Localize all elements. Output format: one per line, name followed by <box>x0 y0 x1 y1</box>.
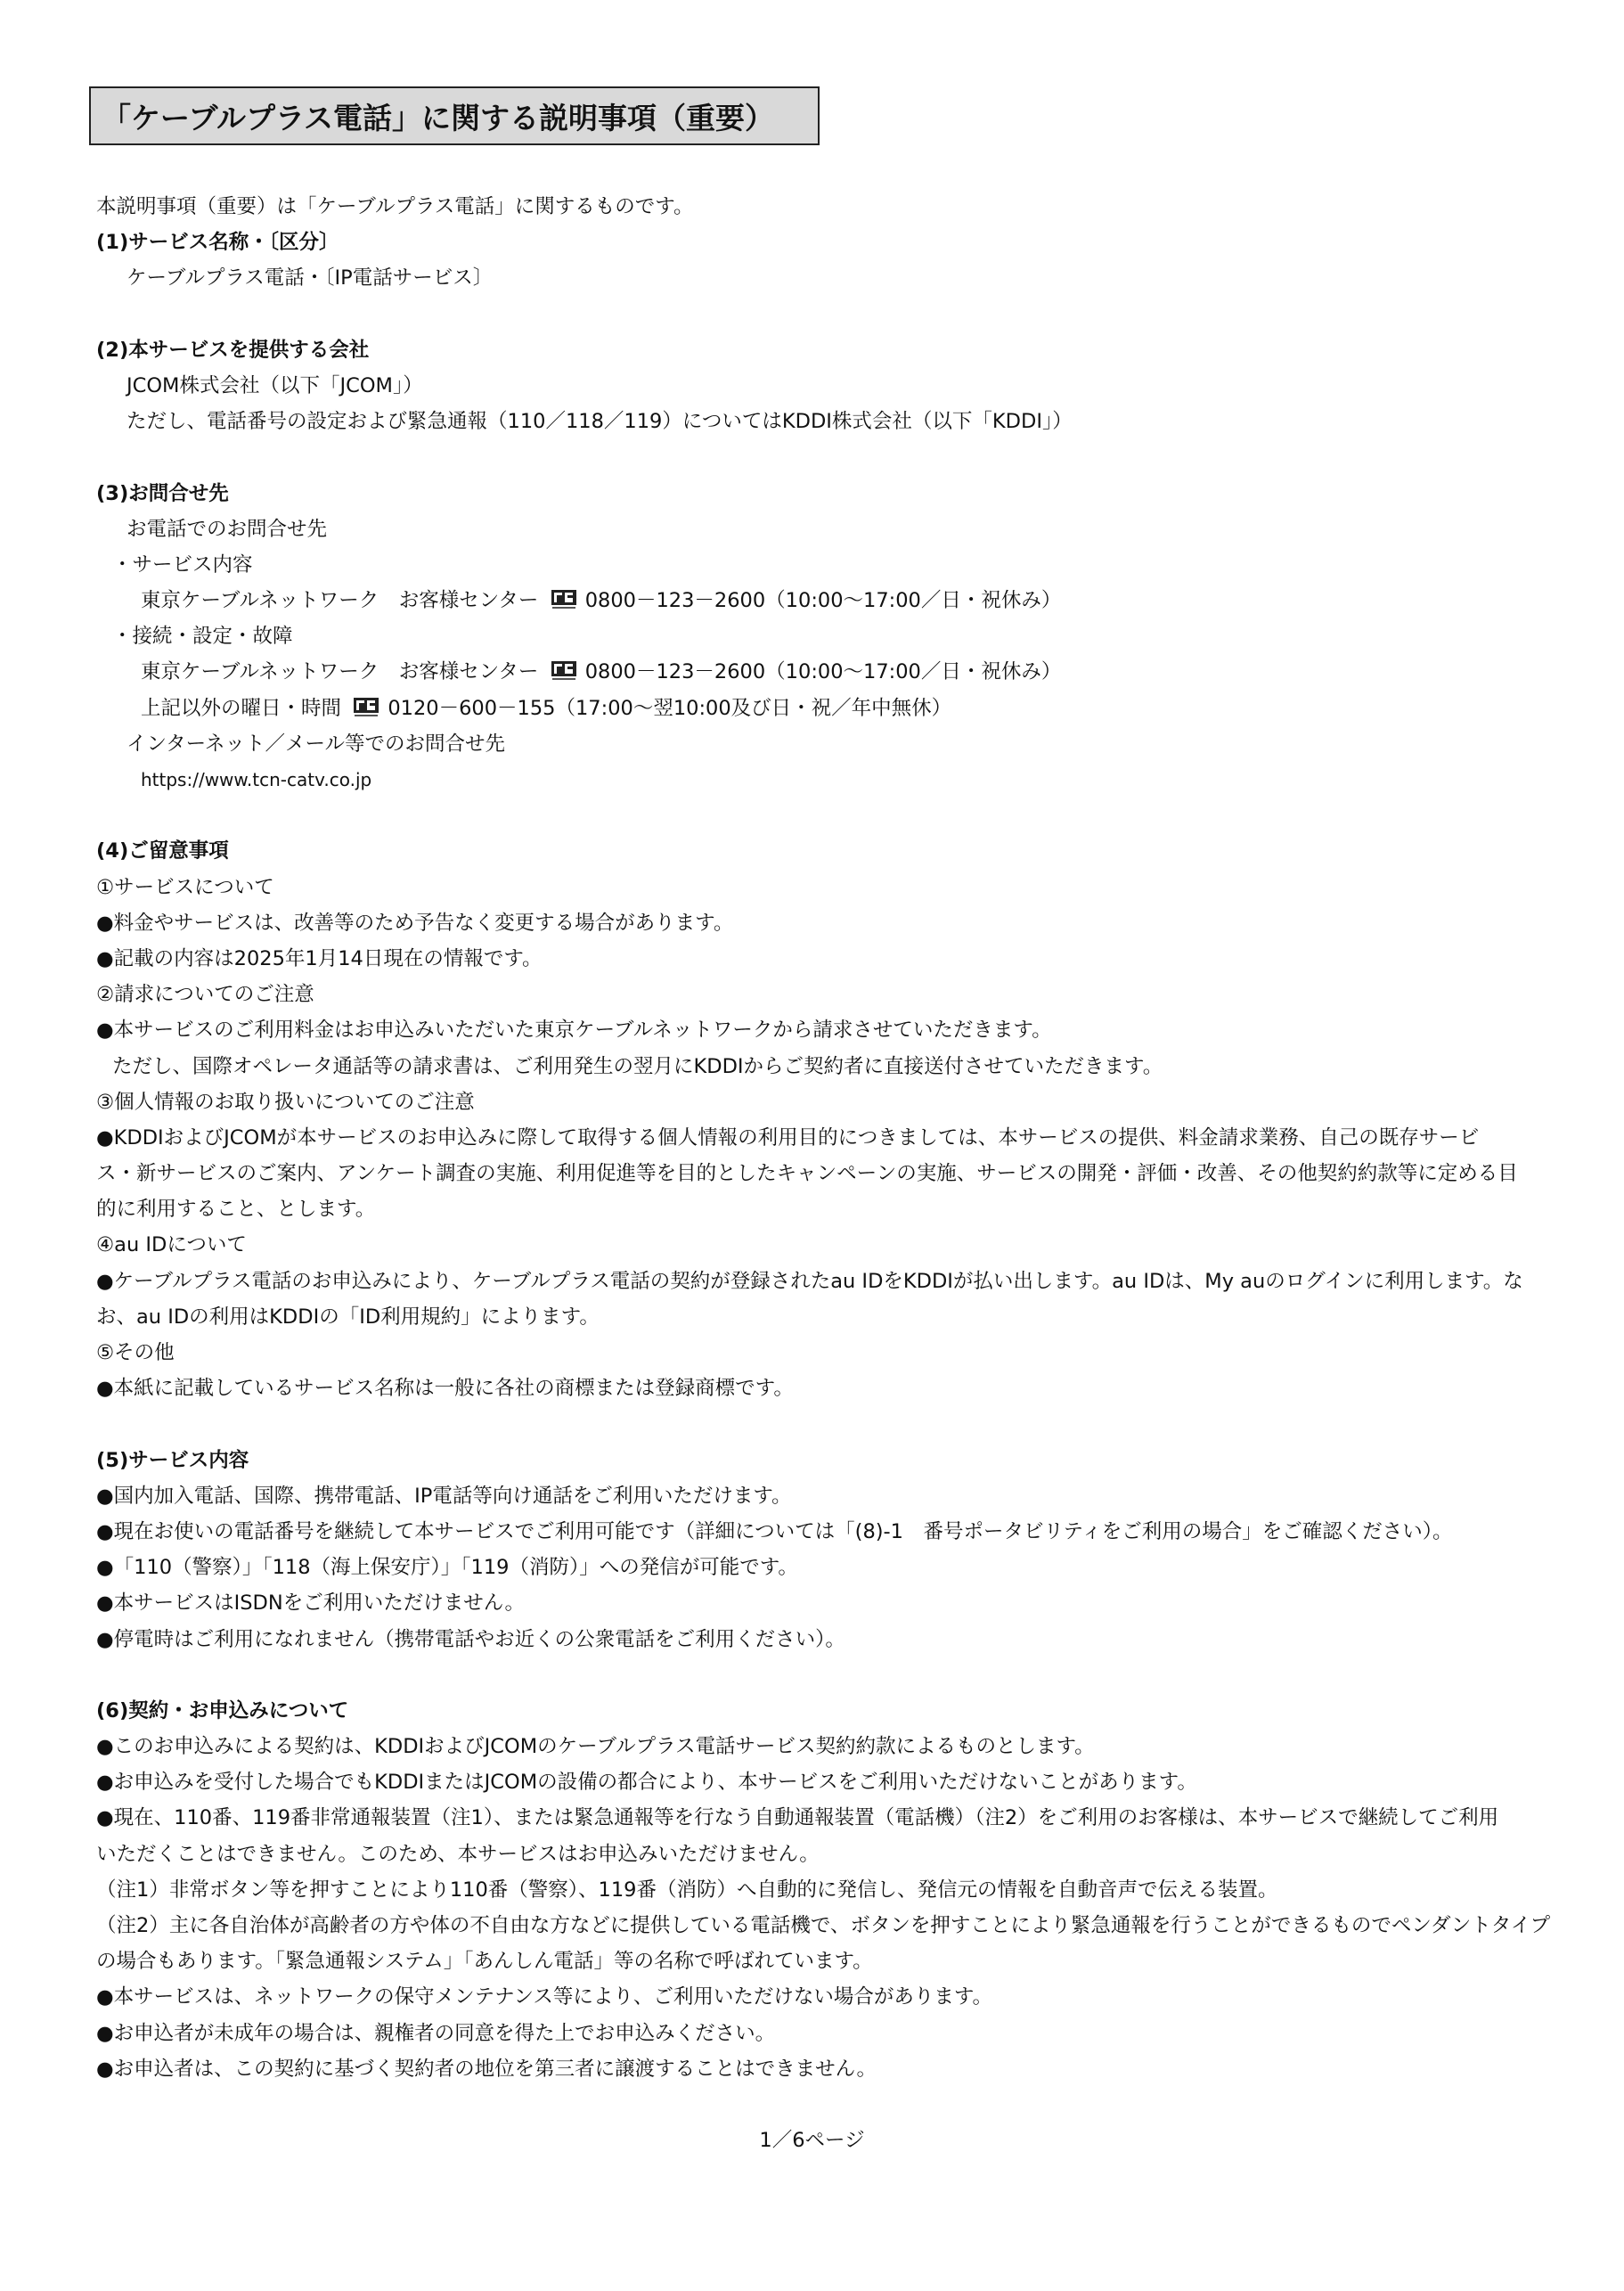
section-5-heading: (5)サービス内容 <box>96 1448 249 1472</box>
free-dial-icon <box>353 697 379 718</box>
notes-sub-2: ②請求についてのご注意 <box>96 983 314 1007</box>
provider-line-2: ただし、電話番号の設定および緊急通報（110／118／119）についてはKDDI株式会社（以下「KDDI」） <box>126 410 1073 434</box>
section-4-heading: (4)ご留意事項 <box>96 839 229 863</box>
page-number: 1／6ページ <box>759 2129 865 2152</box>
phone-contact-header: お電話でのお問合せ先 <box>126 517 328 541</box>
service-bullet-4: ●本サービスはISDNをご利用いただけません。 <box>96 1591 526 1616</box>
page-title <box>89 86 820 145</box>
notes-bullet-4-line-1: ●KDDIおよびJCOMが本サービスのお申込みに際して取得する個人情報の利用目的につきましては、本サービスの提供、料金請求業務、自己の既存サービ <box>96 1125 1480 1150</box>
notes-bullet-2: ●記載の内容は2025年1月14日現在の情報です。 <box>96 946 543 970</box>
free-dial-icon <box>551 660 577 682</box>
contract-note-1: （注1）非常ボタン等を押すことにより110番（警察）、119番（消防）へ自動的に発信し、発信元の情報を自動音声で伝える装置。 <box>96 1878 1278 1902</box>
service-bullet-1: ●国内加入電話、国際、携帯電話、IP電話等向け通話をご利用いただけます。 <box>96 1484 792 1508</box>
other-hours-phone-number: 0120－600－155（17:00～翌10:00及び日・祝／年中無休） <box>388 696 952 720</box>
notes-sub-3: ③個人情報のお取り扱いについてのご注意 <box>96 1090 475 1114</box>
notes-bullet-4-line-2: ス・新サービスのご案内、アンケート調査の実施、利用促進等を目的としたキャンペーンの実施、サービスの開発・評価・改善、その他契約約款等に定める目 <box>96 1162 1518 1186</box>
contract-bullet-3-line-1: ●現在、110番、119番非常通報装置（注1）、または緊急通報等を行なう自動通報装置（電話機）（注2）をご利用のお客様は、本サービスで継続してご利用 <box>96 1806 1499 1830</box>
contract-bullet-3-line-2: いただくことはできません。このため、本サービスはお申込みいただけません。 <box>96 1842 820 1866</box>
service-center-name: 東京ケーブルネットワーク お客様センター <box>141 589 539 613</box>
service-bullet-3: ●「110（警察）」「118（海上保安庁）」「119（消防）」への発信が可能です。 <box>96 1556 798 1580</box>
contract-bullet-5: ●お申込者が未成年の場合は、親権者の同意を得た上でお申込みください。 <box>96 2021 776 2045</box>
service-bullet-5: ●停電時はご利用になれません（携帯電話やお近くの公衆電話をご利用ください）。 <box>96 1627 845 1651</box>
notes-bullet-6: ●本紙に記載しているサービス名称は一般に各社の商標または登録商標です。 <box>96 1377 794 1401</box>
notes-sub-4: ④au IDについて <box>96 1233 247 1257</box>
contract-bullet-2: ●お申込みを受付した場合でもKDDIまたはJCOMの設備の都合により、本サービスをご利用いただけないことがあります。 <box>96 1771 1197 1795</box>
notes-bullet-3-cont: ただし、国際オペレータ通話等の請求書は、ご利用発生の翌月にKDDIからご契約者に直接送付させていただきます。 <box>112 1054 1163 1078</box>
internet-contact-header: インターネット／メール等でのお問合せ先 <box>126 732 506 756</box>
notes-bullet-5-line-2: お、au IDの利用はKDDIの「ID利用規約」によります。 <box>96 1305 600 1329</box>
connection-phone-number: 0800－123－2600（10:00～17:00／日・祝休み） <box>584 660 1062 684</box>
service-contact-line <box>96 583 1557 618</box>
free-dial-icon <box>551 589 577 610</box>
document-body <box>96 189 1557 2087</box>
connection-center-name: 東京ケーブルネットワーク お客様センター <box>141 660 539 684</box>
intro-text: 本説明事項（重要）は「ケーブルプラス電話」に関するものです。 <box>96 195 694 218</box>
connection-support-label: ・接続・設定・故障 <box>112 625 293 649</box>
section-1-heading: (1)サービス名称・〔区分〕 <box>96 231 339 255</box>
notes-sub-5: ⑤その他 <box>96 1341 175 1364</box>
contract-bullet-4: ●本サービスは、ネットワークの保守メンテナンス等により、ご利用いただけない場合があります。 <box>96 1985 993 2009</box>
notes-bullet-5-line-1: ●ケーブルプラス電話のお申込みにより、ケーブルプラス電話の契約が登録されたau IDをKDDIが払い出します。au IDは、My auのログインに利用します。な <box>96 1269 1523 1293</box>
section-3-heading: (3)お問合せ先 <box>96 481 229 505</box>
notes-bullet-1: ●料金やサービスは、改善等のため予告なく変更する場合があります。 <box>96 911 734 935</box>
contract-bullet-1: ●このお申込みによる契約は、KDDIおよびJCOMのケーブルプラス電話サービス契約約款によるものとします。 <box>96 1735 1095 1759</box>
other-hours-line <box>96 691 1557 726</box>
contract-bullet-6: ●お申込者は、この契約に基づく契約者の地位を第三者に譲渡することはできません。 <box>96 2057 877 2081</box>
connection-contact-line <box>96 654 1557 690</box>
contract-note-2-line-1: （注2）主に各自治体が高齢者の方や体の不自由な方などに提供している電話機で、ボタンを押すことにより緊急通報を行うことができるものでペンダントタイプ <box>96 1914 1551 1937</box>
notes-bullet-3: ●本サービスのご利用料金はお申込みいただいた東京ケーブルネットワークから請求させていただきます。 <box>96 1019 1052 1043</box>
website-url-link[interactable]: https://www.tcn-catv.co.jp <box>141 769 372 790</box>
section-2-heading: (2)本サービスを提供する会社 <box>96 338 370 362</box>
section-6-heading: (6)契約・お申込みについて <box>96 1698 349 1722</box>
contract-note-2-line-2: の場合もあります。「緊急通報システム」「あんしん電話」等の名称で呼ばれています。 <box>96 1950 873 1974</box>
service-name-text: ケーブルプラス電話・〔IP電話サービス〕 <box>126 266 494 290</box>
service-content-label: ・サービス内容 <box>112 552 253 577</box>
other-hours-label: 上記以外の曜日・時間 <box>141 696 342 720</box>
notes-bullet-4-line-3: 的に利用すること、とします。 <box>96 1198 376 1222</box>
page-title-text: 「ケーブルプラス電話」に関する説明事項（重要） <box>102 100 775 135</box>
provider-line-1: JCOM株式会社（以下「JCOM」） <box>126 373 423 397</box>
notes-sub-1: ①サービスについて <box>96 875 274 899</box>
service-bullet-2: ●現在お使いの電話番号を継続して本サービスでご利用可能です（詳細については「(8)-1 番号ポータビリティをご利用の場合」をご確認ください）。 <box>96 1519 1453 1543</box>
service-phone-number: 0800－123－2600（10:00～17:00／日・祝休み） <box>584 589 1062 613</box>
